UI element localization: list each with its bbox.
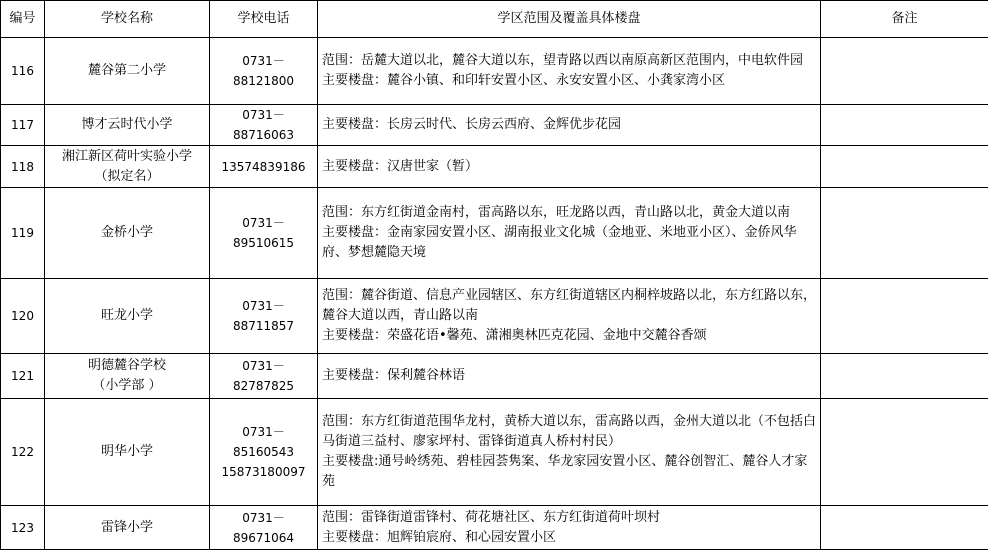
- school-name-line: （拟定名）: [48, 167, 206, 187]
- table-row: [1, 279, 988, 354]
- school-name: [45, 399, 210, 506]
- note-cell: [821, 399, 988, 506]
- school-phone: [210, 188, 318, 279]
- school-phone: [210, 506, 318, 550]
- row-number: [1, 279, 45, 354]
- row-number-line: 117: [4, 115, 41, 135]
- school-name: [45, 38, 210, 105]
- school-name: [45, 146, 210, 188]
- row-number: [1, 146, 45, 188]
- header-school-name: 学校名称: [45, 1, 210, 38]
- row-number-line: 119: [4, 223, 41, 243]
- district-scope: [318, 354, 821, 399]
- row-number: [1, 399, 45, 506]
- district-scope-line: 范围：岳麓大道以北，麓谷大道以东，望青路以西以南原高新区范围内，中电软件园: [322, 51, 817, 71]
- school-phone-line: 82787825: [213, 376, 314, 396]
- school-name: [45, 105, 210, 146]
- table-row: [1, 506, 988, 550]
- table-row: [1, 399, 988, 506]
- row-number-line: 120: [4, 306, 41, 326]
- district-scope-line: 主要楼盘：长房云时代、长房云西府、金辉优步花园: [322, 115, 817, 135]
- table-header-row: [1, 1, 988, 38]
- note-cell: [821, 146, 988, 188]
- district-scope: [318, 279, 821, 354]
- row-number: [1, 506, 45, 550]
- note-cell: [821, 188, 988, 279]
- header-district-scope: 学区范围及覆盖具体楼盘: [318, 1, 821, 38]
- table-row: [1, 105, 988, 146]
- school-name-line: 明华小学: [48, 442, 206, 462]
- district-scope-line: 主要楼盘:通号岭绣苑、碧桂园荟隽案、华龙家园安置小区、麓谷创智汇、麓谷人才家苑: [322, 452, 817, 492]
- school-name-line: 湘江新区荷叶实验小学: [48, 147, 206, 167]
- note-cell: [821, 279, 988, 354]
- row-number: [1, 38, 45, 105]
- row-number-line: 123: [4, 518, 41, 538]
- school-phone-line: 0731－85160543: [213, 422, 314, 462]
- note-cell: [821, 105, 988, 146]
- school-name-line: 金桥小学: [48, 223, 206, 243]
- school-phone: [210, 399, 318, 506]
- district-scope: [318, 188, 821, 279]
- header-school-phone: 学校电话: [210, 1, 318, 38]
- row-number-line: 118: [4, 157, 41, 177]
- district-scope-line: 范围：雷锋街道雷锋村、荷花塘社区、东方红街道荷叶坝村: [322, 508, 817, 528]
- table-row: [1, 146, 988, 188]
- table-row: [1, 38, 988, 105]
- district-scope-line: 主要楼盘：金南家园安置小区、湖南报业文化城（金地亚、米地亚小区）、金侨风华府、梦想麓隐天境: [322, 223, 817, 263]
- row-number: [1, 105, 45, 146]
- school-name: [45, 354, 210, 399]
- header-note: 备注: [821, 1, 988, 38]
- header-number: 编号: [1, 1, 45, 38]
- school-name-line: 麓谷第二小学: [48, 61, 206, 81]
- district-scope: [318, 399, 821, 506]
- school-name: [45, 188, 210, 279]
- school-phone-line: 0731－89510615: [213, 213, 314, 253]
- school-name: [45, 506, 210, 550]
- school-phone-line: 0731－89671064: [213, 508, 314, 548]
- district-scope: [318, 105, 821, 146]
- row-number-line: 116: [4, 61, 41, 81]
- school-phone-line: 13574839186: [213, 157, 314, 177]
- school-name-line: 明德麓谷学校: [48, 356, 206, 376]
- school-phone-line: 0731－: [213, 356, 314, 376]
- note-cell: [821, 38, 988, 105]
- district-scope-line: 主要楼盘：汉唐世家（暂）: [322, 157, 817, 177]
- district-scope-line: 主要楼盘：麓谷小镇、和印轩安置小区、永安安置小区、小龚家湾小区: [322, 71, 817, 91]
- school-name-line: 博才云时代小学: [48, 115, 206, 135]
- school-phone: [210, 105, 318, 146]
- district-scope-line: 主要楼盘：旭辉铂宸府、和心园安置小区: [322, 528, 817, 548]
- note-cell: [821, 354, 988, 399]
- school-name-line: 雷锋小学: [48, 518, 206, 538]
- row-number-line: 122: [4, 442, 41, 462]
- school-phone-line: 0731－88711857: [213, 296, 314, 336]
- school-name: [45, 279, 210, 354]
- row-number: [1, 188, 45, 279]
- school-phone-line: 0731－88121800: [213, 51, 314, 91]
- district-scope: [318, 506, 821, 550]
- district-scope-line: 主要楼盘：保利麓谷林语: [322, 366, 817, 386]
- row-number: [1, 354, 45, 399]
- school-phone: [210, 279, 318, 354]
- district-scope-line: 范围：东方红街道金南村，雷高路以东，旺龙路以西，青山路以北，黄金大道以南: [322, 203, 817, 223]
- school-phone: [210, 38, 318, 105]
- school-phone: [210, 146, 318, 188]
- district-scope-line: 范围：麓谷街道、信息产业园辖区、东方红街道辖区内桐梓坡路以北，东方红路以东，麓谷大道以西，青山路以南: [322, 286, 817, 326]
- district-scope-line: 范围：东方红街道范围华龙村，黄桥大道以东，雷高路以西，金州大道以北（不包括白马街道三益村、廖家坪村、雷锋街道真人桥村村民）: [322, 412, 817, 452]
- row-number-line: 121: [4, 366, 41, 386]
- school-phone: [210, 354, 318, 399]
- school-name-line: （小学部 ）: [48, 376, 206, 396]
- school-name-line: 旺龙小学: [48, 306, 206, 326]
- school-phone-line: 15873180097: [213, 462, 314, 482]
- note-cell: [821, 506, 988, 550]
- table-row: [1, 354, 988, 399]
- district-scope: [318, 38, 821, 105]
- table-row: [1, 188, 988, 279]
- district-scope-line: 主要楼盘：荣盛花语•馨苑、潇湘奥林匹克花园、金地中交麓谷香颂: [322, 326, 817, 346]
- district-scope: [318, 146, 821, 188]
- school-phone-line: 0731－88716063: [213, 105, 314, 145]
